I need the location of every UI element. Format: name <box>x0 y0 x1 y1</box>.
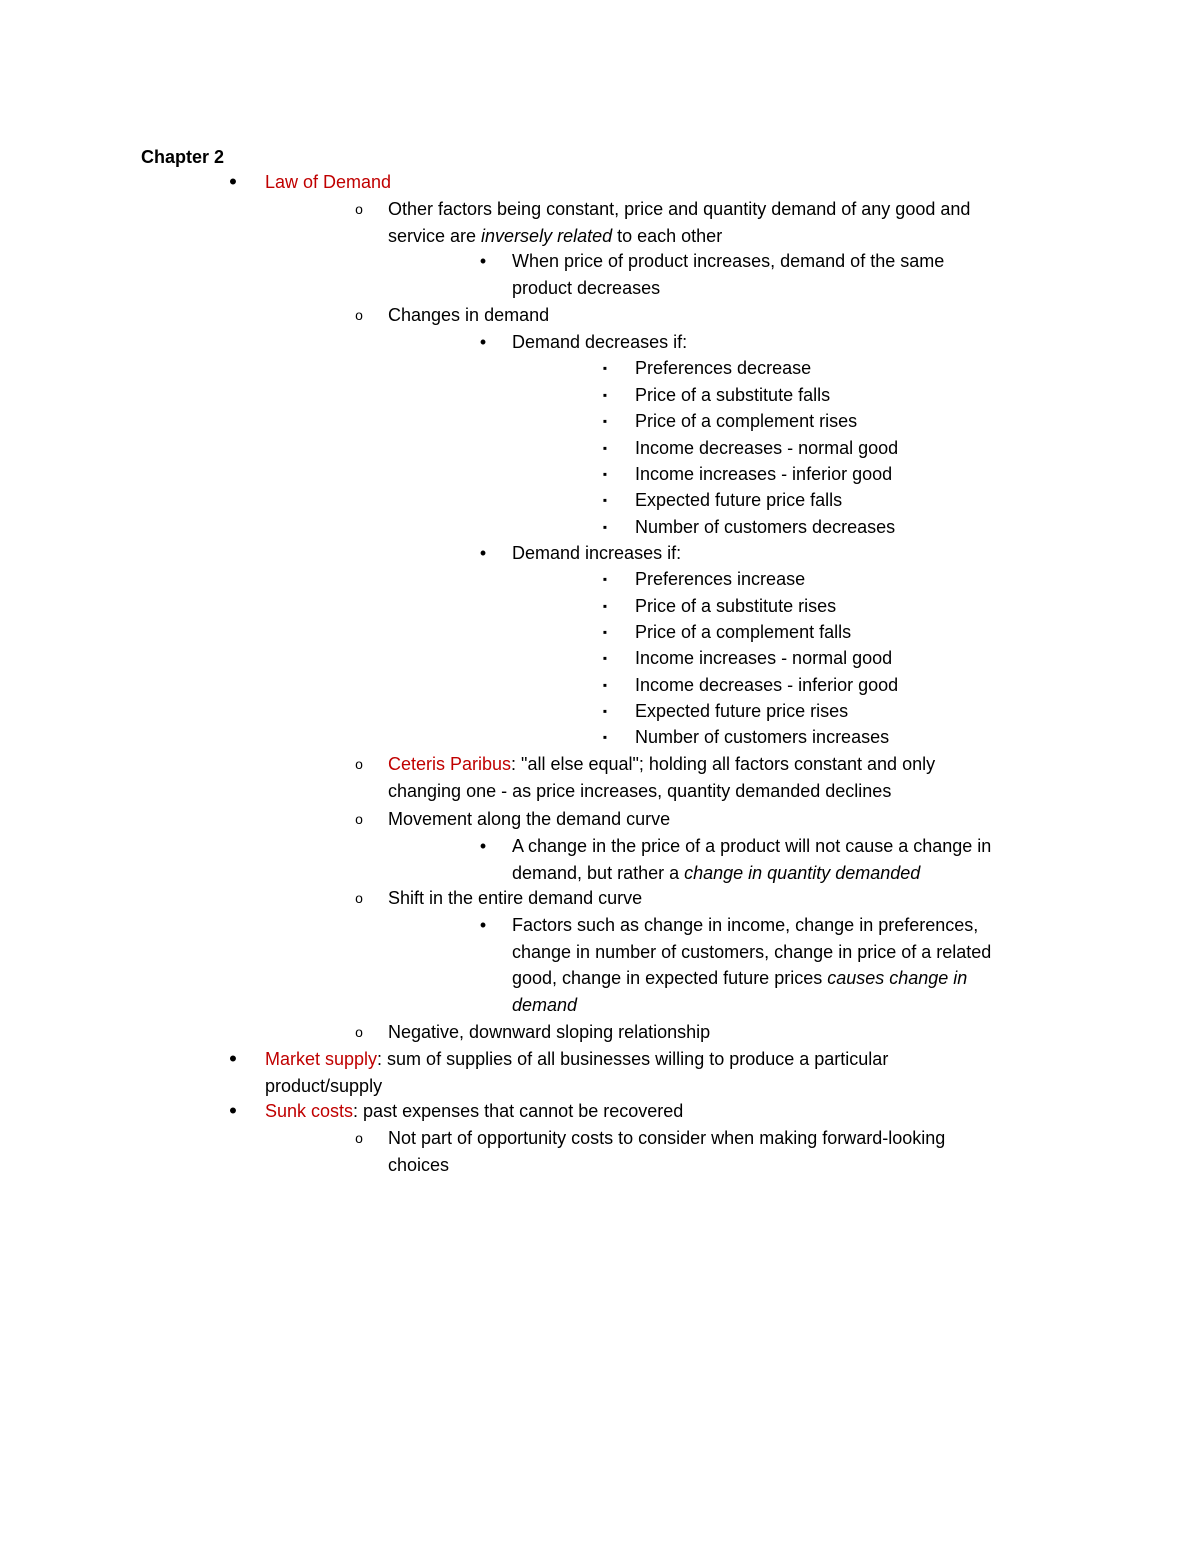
list-item: Expected future price falls <box>635 490 843 510</box>
bullet-icon: • <box>479 251 487 271</box>
list-item: Number of customers increases <box>635 727 890 747</box>
market-supply-text: Market supply: sum of supplies of all businesses willing to produce a particular product/supply <box>265 1049 889 1096</box>
shift-demand-curve: Shift in the entire demand curve <box>388 888 643 908</box>
bullet-icon: • <box>479 332 487 352</box>
chapter-title: Chapter 2 <box>141 147 225 167</box>
bullet-icon: • <box>229 169 237 194</box>
movement-detail-text: A change in the price of a product will not cause a change in demand, but rather a change in quantity demanded <box>512 836 992 883</box>
ceteris-paribus-term: Ceteris Paribus <box>388 754 512 774</box>
square-bullet-icon: ▪ <box>602 414 608 428</box>
square-bullet-icon: ▪ <box>602 572 608 586</box>
list-item: Income decreases - normal good <box>635 438 899 458</box>
square-bullet-icon: ▪ <box>602 467 608 481</box>
square-bullet-icon: ▪ <box>602 625 608 639</box>
ceteris-paribus-text: Ceteris Paribus: "all else equal"; holding all factors constant and only changing one - as price increases, quantity demanded declines <box>388 754 936 801</box>
sunk-costs-detail: Not part of opportunity costs to consider when making forward-looking choices <box>388 1128 946 1175</box>
square-bullet-icon: ▪ <box>602 730 608 744</box>
bullet-icon: • <box>479 915 487 935</box>
hollow-bullet-icon: o <box>355 1130 363 1146</box>
hollow-bullet-icon: o <box>355 890 363 906</box>
sunk-costs-term: Sunk costs <box>265 1101 354 1121</box>
shift-detail-text: Factors such as change in income, change in preferences, change in number of customers, change in price of a related good, change in expected future prices causes change in demand <box>512 915 992 1015</box>
hollow-bullet-icon: o <box>355 201 363 217</box>
list-item: Price of a complement rises <box>635 411 858 431</box>
square-bullet-icon: ▪ <box>602 520 608 534</box>
hollow-bullet-icon: o <box>355 307 363 323</box>
movement-along-curve: Movement along the demand curve <box>388 809 671 829</box>
list-item: Price of a complement falls <box>635 622 852 642</box>
negative-relationship: Negative, downward sloping relationship <box>388 1022 711 1042</box>
square-bullet-icon: ▪ <box>602 493 608 507</box>
hollow-bullet-icon: o <box>355 756 363 772</box>
list-item: Income increases - normal good <box>635 648 893 668</box>
demand-increases-if: Demand increases if: <box>512 543 682 563</box>
list-item: Preferences increase <box>635 569 806 589</box>
list-item: Price of a substitute rises <box>635 596 837 616</box>
law-of-demand-heading: Law of Demand <box>265 172 392 192</box>
list-item: Expected future price rises <box>635 701 849 721</box>
square-bullet-icon: ▪ <box>602 704 608 718</box>
demand-decreases-if: Demand decreases if: <box>512 332 688 352</box>
when-price-text: When price of product increases, demand of the same product decreases <box>512 251 945 298</box>
square-bullet-icon: ▪ <box>602 599 608 613</box>
list-item: Preferences decrease <box>635 358 812 378</box>
changes-in-demand: Changes in demand <box>388 305 550 325</box>
other-factors-text: Other factors being constant, price and quantity demand of any good and service are inversely related to each other <box>388 199 971 246</box>
bullet-icon: • <box>229 1098 237 1123</box>
square-bullet-icon: ▪ <box>602 678 608 692</box>
bullet-icon: • <box>479 543 487 563</box>
list-item: Number of customers decreases <box>635 517 896 537</box>
sunk-costs-text: Sunk costs: past expenses that cannot be recovered <box>265 1101 684 1121</box>
square-bullet-icon: ▪ <box>602 651 608 665</box>
list-item: Income decreases - inferior good <box>635 675 899 695</box>
bullet-icon: • <box>479 836 487 856</box>
square-bullet-icon: ▪ <box>602 361 608 375</box>
list-item: Price of a substitute falls <box>635 385 831 405</box>
hollow-bullet-icon: o <box>355 811 363 827</box>
square-bullet-icon: ▪ <box>602 388 608 402</box>
market-supply-term: Market supply <box>265 1049 378 1069</box>
list-item: Income increases - inferior good <box>635 464 893 484</box>
bullet-icon: • <box>229 1046 237 1071</box>
square-bullet-icon: ▪ <box>602 441 608 455</box>
hollow-bullet-icon: o <box>355 1024 363 1040</box>
